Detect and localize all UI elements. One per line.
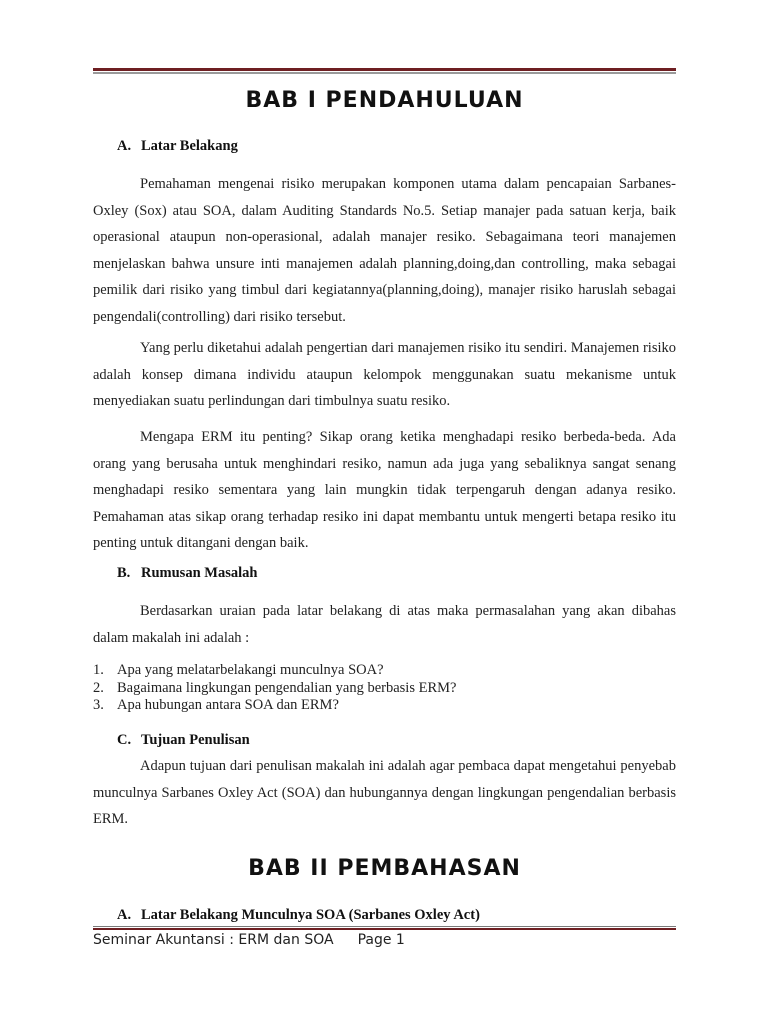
section-a-title: Latar Belakang (141, 138, 238, 154)
list-item (93, 697, 653, 715)
list-item (93, 680, 653, 698)
list-item (93, 662, 653, 680)
paragraph-problem-intro: Berdasarkan uraian pada latar belakang di atas maka permasalahan yang akan dibahas dalam makalah ini adalah : (93, 603, 676, 646)
chapter1-title: BAB I PENDAHULUAN (245, 88, 524, 113)
chapter2-title: BAB II PEMBAHASAN (248, 856, 521, 881)
section-b-label: B. (117, 565, 131, 581)
list-item-text: Bagaimana lingkungan pengendalian yang berbasis ERM? (117, 679, 457, 696)
list-item-text: Apa yang melatarbelakangi munculnya SOA? (117, 662, 384, 678)
section-a-heading (117, 138, 238, 155)
paragraph-risk-definition: Yang perlu diketahui adalah pengertian dari manajemen risiko itu sendiri. Manajemen risiko adalah konsep dimana individu ataupun kelompok menggunakan suatu mekanisme untuk menyediakan suatu perlindungan dari timbulnya suatu resiko. (93, 340, 676, 409)
section-b-title: Rumusan Masalah (141, 565, 258, 581)
list-item-number: 2. (93, 679, 104, 696)
section-a-label: A. (117, 138, 132, 154)
list-item-text: Apa hubungan antara SOA dan ERM? (117, 697, 339, 713)
paragraph-erm-importance: Mengapa ERM itu penting? Sikap orang ketika menghadapi resiko berbeda-beda. Ada orang yang berusaha untuk menghindari resiko, namun ada juga yang sebaliknya sangat senang menghadapi resiko sementara yang lain mungkin tidak terpengaruh dengan adanya resiko. Pemahaman atas sikap orang terhadap resiko ini dapat membantu untuk mengerti betapa resiko itu penting untuk ditangani dengan baik. (93, 429, 676, 551)
chapter2-section-a-title: Latar Belakang Munculnya SOA (Sarbanes Oxley Act) (141, 907, 480, 923)
list-item-number: 1. (93, 662, 104, 678)
chapter2-section-a-label: A. (117, 907, 132, 923)
header-rule (93, 68, 676, 74)
section-c-label: C. (117, 732, 132, 748)
paragraph-risk-understanding: Pemahaman mengenai risiko merupakan komponen utama dalam pencapaian Sarbanes-Oxley (Sox) atau SOA, dalam Auditing Standards No.5. Setiap manajer pada satuan kerja, baik operasional ataupun non-operasional, adalah manajer resiko. Sebagaimana teori manajemen menjelaskan bahwa unsure inti manajemen adalah planning,doing,dan controlling, maka sebagai pemilik dari risiko yang timbul dari kegiatannya(planning,doing), manajer risiko haruslah sebagai pengendali(controlling) dari risiko tersebut. (93, 176, 676, 325)
list-item-number: 3. (93, 697, 104, 713)
page-footer (93, 932, 405, 948)
paragraph-writing-purpose: Adapun tujuan dari penulisan makalah ini adalah agar pembaca dapat mengetahui penyebab munculnya Sarbanes Oxley Act (SOA) dan hubungannya dengan lingkungan pengendalian berbasis ERM. (93, 758, 676, 827)
problem-list (93, 662, 653, 715)
section-b-heading (117, 565, 257, 582)
page-number: Page 1 (357, 932, 405, 948)
section-c-title: Tujuan Penulisan (141, 732, 250, 748)
footer-title: Seminar Akuntansi : ERM dan SOA (93, 932, 334, 948)
footer-rule (93, 926, 676, 930)
chapter2-section-a-heading (117, 907, 480, 924)
section-c-heading (117, 732, 250, 749)
